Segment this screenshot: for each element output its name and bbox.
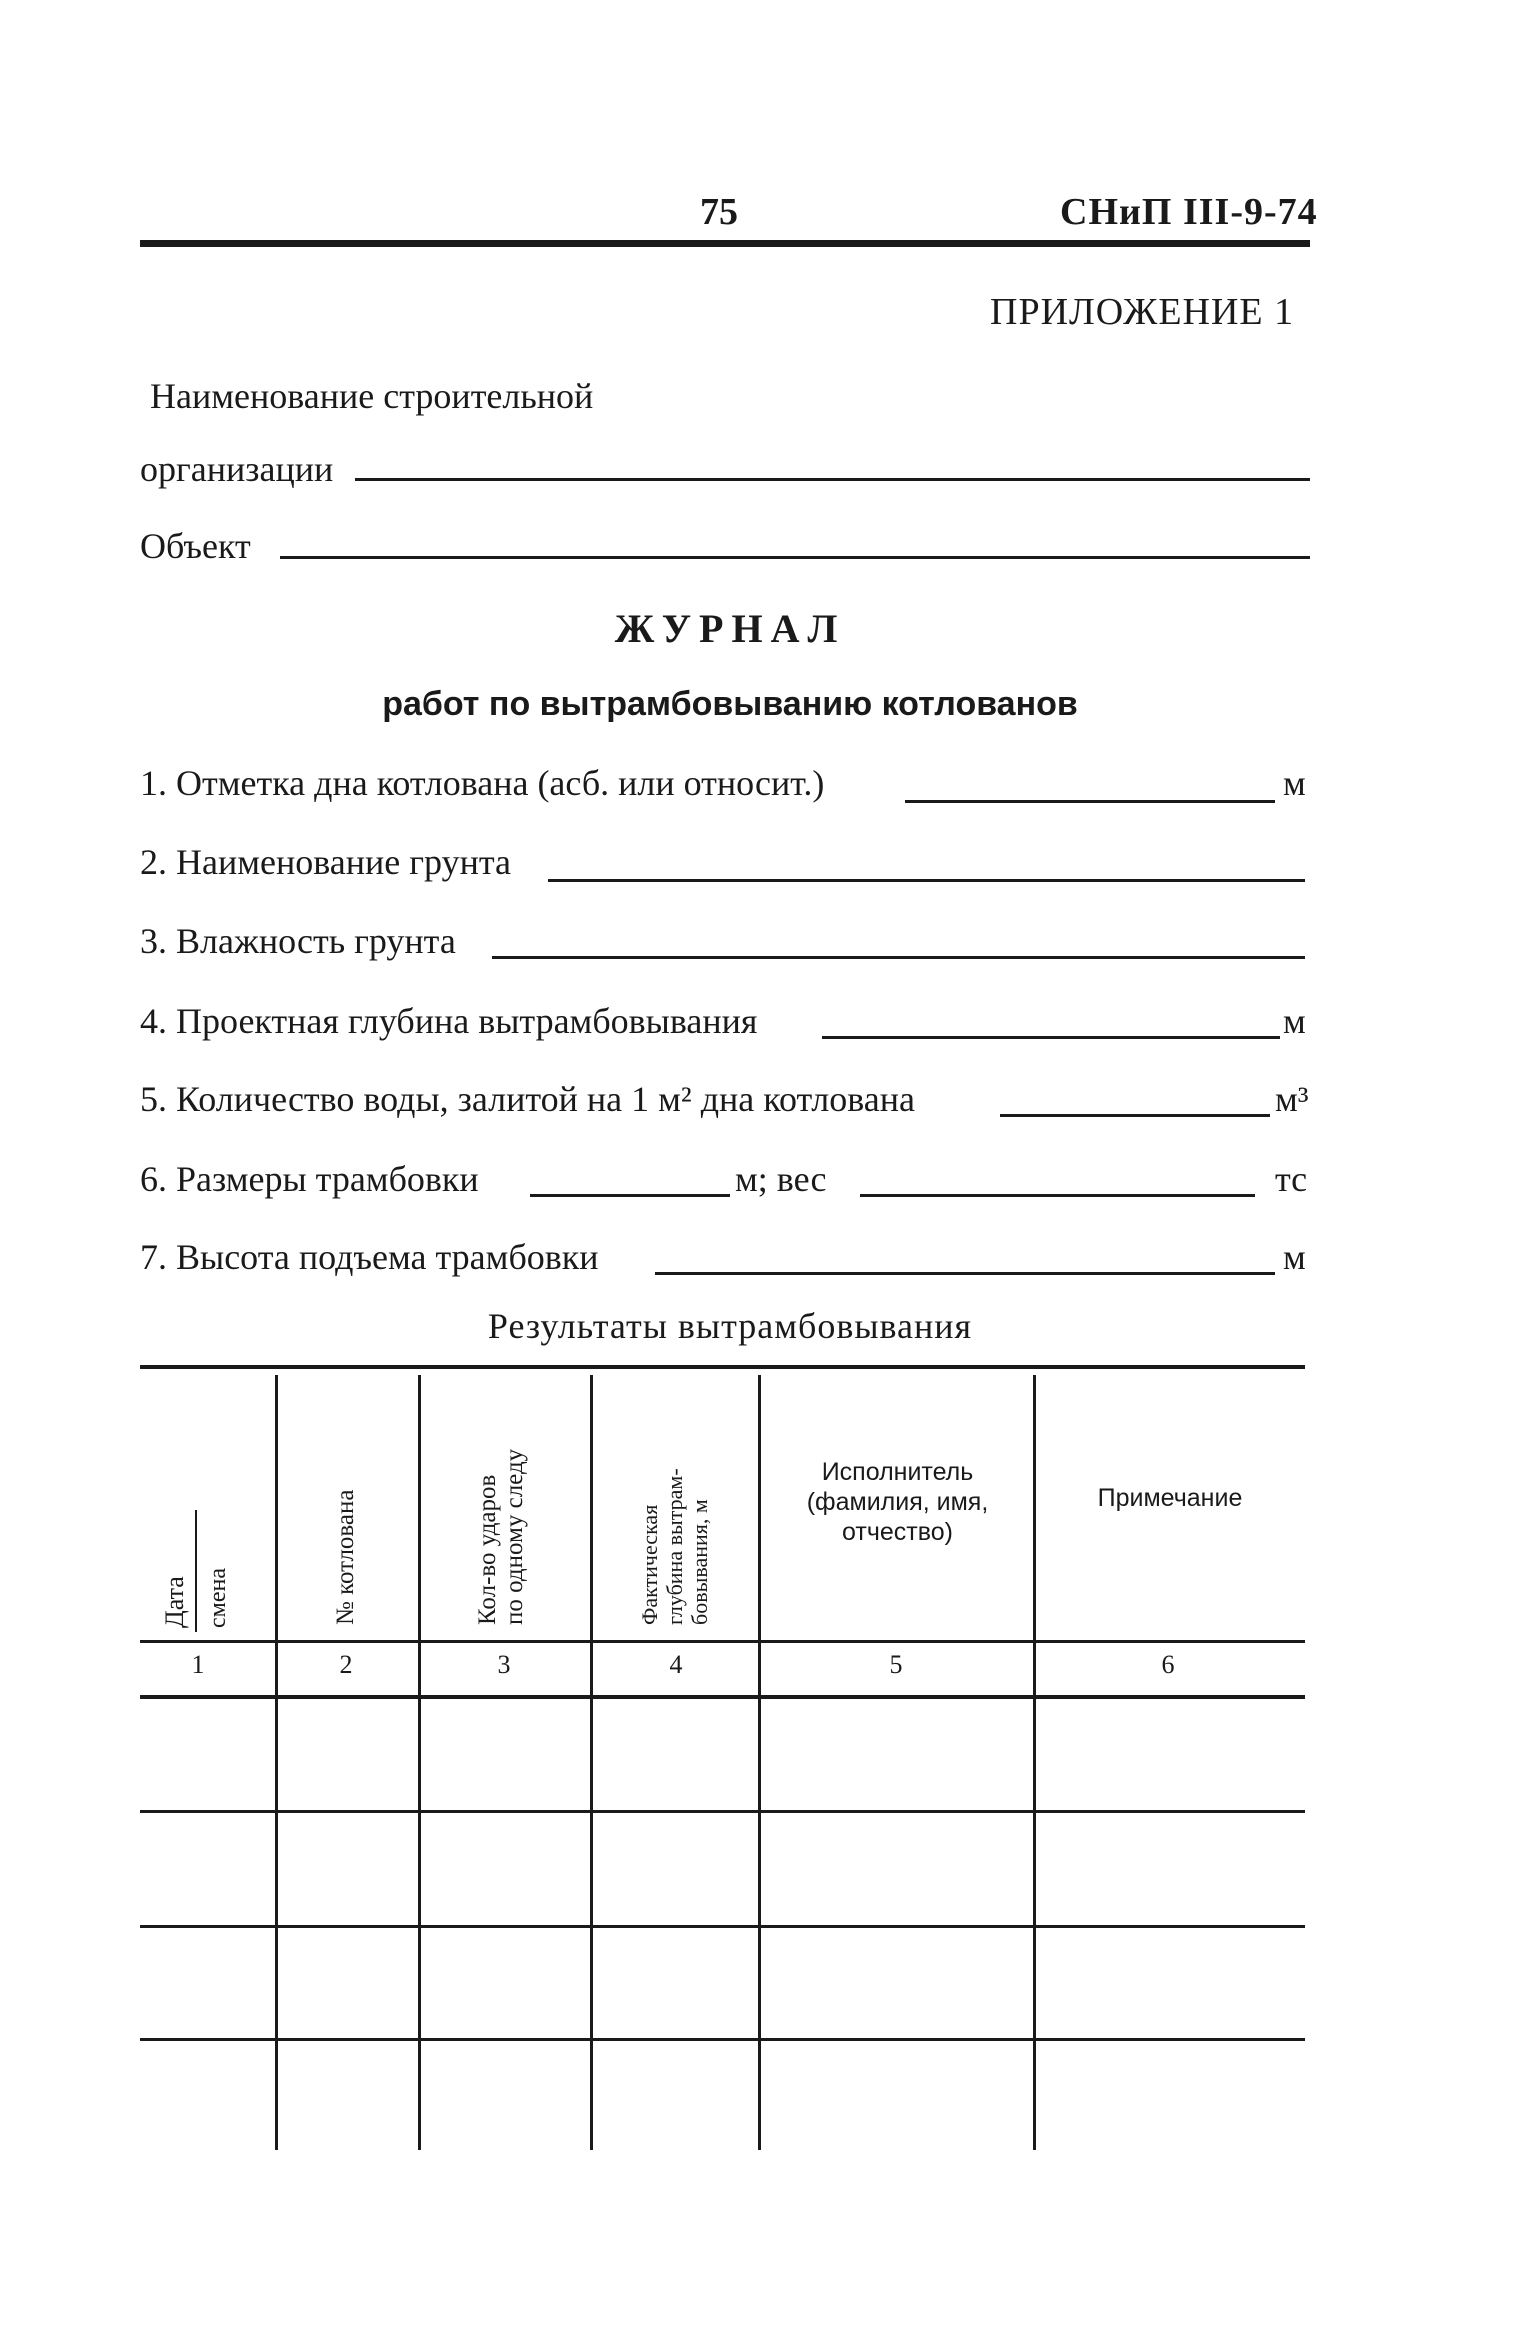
table-row [140,2038,1305,2041]
table-number-rule [140,1695,1305,1699]
column-divider [758,1375,761,2150]
column-divider [418,1375,421,2150]
date-shift-divider [195,1510,197,1632]
results-caption: Результаты вытрамбовывания [487,1306,973,1346]
header-shift: смена [205,1568,231,1628]
field-6-unit: тс [1275,1159,1308,1199]
field-1-unit: м [1283,763,1306,803]
organization-label-line1: Наименование строительной [150,376,594,416]
object-field-line[interactable] [280,556,1310,559]
field-4-unit: м [1283,1001,1306,1041]
field-3-label: 3. Влажность грунта [140,921,456,961]
field-2-label: 2. Наименование грунта [140,842,511,882]
header-depth-line2: глубина вытрам- [662,1468,687,1625]
field-6-size-line[interactable] [530,1194,730,1197]
field-4-label: 4. Проектная глубина вытрамбовывания [140,1001,758,1041]
header-executor: Исполнитель (фамилия, имя, отчество) [806,1458,989,1546]
table-row [140,1810,1305,1813]
header-blows-line1: Кол-во ударов [474,1474,501,1625]
header-date: Дата [160,1576,189,1628]
field-7-line[interactable] [655,1272,1275,1275]
column-number-6: 6 [1161,1650,1175,1679]
field-7-unit: м [1283,1237,1306,1277]
column-number-2: 2 [339,1650,353,1679]
field-7-label: 7. Высота подъема трамбовки [140,1237,599,1277]
field-3-line[interactable] [492,956,1305,959]
header-blows-line2: по одному следу [501,1448,528,1625]
field-5-unit: м³ [1275,1079,1309,1119]
document-code: СНиП III-9-74 [1060,191,1318,233]
field-1-label: 1. Отметка дна котлована (асб. или относит.) [140,763,825,803]
organization-label-line2: организации [140,449,334,489]
header-depth-line3: бовывания, м [687,1499,712,1625]
header-rule [140,240,1310,247]
table-row [140,1925,1305,1928]
header-note: Примечание [1097,1484,1243,1512]
column-number-4: 4 [669,1650,683,1679]
field-1-line[interactable] [905,800,1275,803]
table-header-rule [140,1640,1305,1643]
column-number-5: 5 [889,1650,903,1679]
field-2-line[interactable] [548,879,1305,882]
field-6-weight-line[interactable] [860,1194,1255,1197]
journal-title: ЖУРНАЛ [614,606,846,651]
appendix-label: ПРИЛОЖЕНИЕ 1 [990,291,1295,333]
page-number: 75 [700,191,738,233]
column-number-3: 3 [497,1650,511,1679]
column-divider [1033,1375,1036,2150]
field-6-label: 6. Размеры трамбовки [140,1159,479,1199]
object-label: Объект [140,526,251,566]
field-5-label: 5. Количество воды, залитой на 1 м² дна котлована [140,1079,916,1119]
header-pit-number: № котлована [332,1489,359,1625]
organization-field-line[interactable] [355,478,1310,481]
column-divider [275,1375,278,2150]
header-depth-line1: Фактическая [637,1504,662,1625]
field-4-line[interactable] [822,1036,1280,1039]
field-6-mid-label: м; вес [735,1159,827,1199]
column-divider [590,1375,593,2150]
journal-subtitle: работ по вытрамбовыванию котлованов [382,685,1078,723]
table-top-rule [140,1365,1305,1369]
field-5-line[interactable] [1000,1114,1270,1117]
column-number-1: 1 [191,1650,205,1679]
